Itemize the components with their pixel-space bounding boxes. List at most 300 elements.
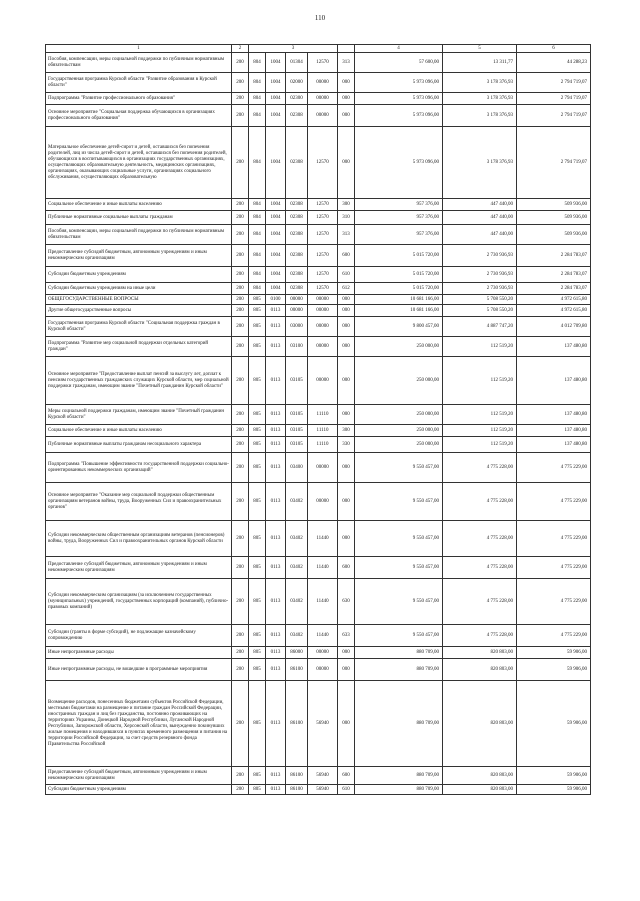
code-cell: 200	[232, 93, 249, 105]
amount-cell: 5 015 720,00	[355, 267, 443, 283]
code-cell: 02300	[286, 93, 308, 105]
amount-cell: 59 906,00	[517, 785, 591, 795]
row-name-cell: Государственная программа Курской области "Развитие образования в Курской области"	[46, 73, 232, 93]
code-cell: 03100	[286, 337, 308, 357]
code-cell: 56940	[308, 681, 338, 767]
code-cell: 200	[232, 337, 249, 357]
code-cell: 000	[338, 73, 355, 93]
code-cell: 1004	[266, 127, 286, 199]
amount-cell: 250 000,00	[355, 337, 443, 357]
table-row	[46, 53, 591, 73]
code-cell: 03105	[286, 405, 308, 425]
code-cell: 11440	[308, 557, 338, 579]
code-cell: 00000	[308, 357, 338, 405]
code-cell: 200	[232, 625, 249, 647]
code-cell: 805	[249, 681, 266, 767]
page-number: 110	[314, 14, 326, 22]
amount-cell: 5 015 720,00	[355, 245, 443, 267]
table-row	[46, 211, 591, 225]
row-name-cell: Государственная программа Курской области "Социальная поддержка граждан в Курской области"	[46, 317, 232, 337]
code-cell: 330	[338, 437, 355, 453]
row-name-cell: Публичные нормативные выплаты гражданам несоциального характера	[46, 437, 232, 453]
code-cell: 000	[338, 337, 355, 357]
code-cell: 02308	[286, 267, 308, 283]
table-row	[46, 283, 591, 295]
code-cell: 805	[249, 337, 266, 357]
amount-cell: 250 000,00	[355, 437, 443, 453]
code-cell: 000	[338, 357, 355, 405]
row-name-cell: Подпрограмма "Повышение эффективности государственной поддержки социально-ориентированных некоммерческих организаций"	[46, 453, 232, 483]
code-cell: 300	[338, 425, 355, 437]
code-cell: 000	[338, 483, 355, 521]
amount-cell: 957 376,00	[355, 211, 443, 225]
code-cell: 11440	[308, 521, 338, 557]
amount-cell: 4 775 229,00	[517, 521, 591, 557]
code-cell: 01304	[286, 53, 308, 73]
code-cell: 0113	[266, 425, 286, 437]
code-cell: 12570	[308, 245, 338, 267]
code-cell: 1004	[266, 267, 286, 283]
code-cell: 00000	[308, 337, 338, 357]
amount-cell: 3 178 376,93	[443, 93, 517, 105]
amount-cell: 10 681 166,00	[355, 305, 443, 317]
amount-cell: 9 550 457,00	[355, 483, 443, 521]
code-cell: 805	[249, 405, 266, 425]
code-cell: 1004	[266, 225, 286, 245]
amount-cell: 4 012 709,80	[517, 317, 591, 337]
amount-cell: 5 973 096,00	[355, 127, 443, 199]
code-cell: 0113	[266, 785, 286, 795]
amount-cell: 509 936,00	[517, 199, 591, 211]
amount-cell: 880 709,00	[355, 767, 443, 785]
amount-cell: 4 887 747,20	[443, 317, 517, 337]
code-cell: 1004	[266, 245, 286, 267]
amount-cell: 4 775 229,00	[517, 453, 591, 483]
amount-cell: 820 803,00	[443, 785, 517, 795]
code-cell: 804	[249, 53, 266, 73]
code-cell: 02308	[286, 199, 308, 211]
amount-cell: 3 178 376,93	[443, 127, 517, 199]
code-cell: 1004	[266, 73, 286, 93]
amount-cell: 4 972 615,80	[517, 295, 591, 305]
table-row	[46, 625, 591, 647]
amount-cell: 59 906,00	[517, 647, 591, 659]
code-cell: 000	[338, 105, 355, 127]
code-cell: 000	[338, 317, 355, 337]
amount-cell: 59 906,00	[517, 681, 591, 767]
code-cell: 0113	[266, 305, 286, 317]
code-cell: 03402	[286, 625, 308, 647]
code-cell: 804	[249, 73, 266, 93]
code-cell: 805	[249, 785, 266, 795]
amount-cell: 820 803,00	[443, 767, 517, 785]
code-cell: 02308	[286, 127, 308, 199]
amount-cell: 59 906,00	[517, 659, 591, 681]
amount-cell: 880 709,00	[355, 659, 443, 681]
code-cell: 03402	[286, 557, 308, 579]
table-row	[46, 579, 591, 625]
code-cell: 00000	[308, 305, 338, 317]
amount-cell: 4 775 228,00	[443, 557, 517, 579]
code-cell: 200	[232, 357, 249, 405]
code-cell: 200	[232, 437, 249, 453]
code-cell: 86100	[286, 767, 308, 785]
table-row	[46, 73, 591, 93]
code-cell: 200	[232, 73, 249, 93]
code-cell: 0113	[266, 767, 286, 785]
code-cell: 600	[338, 767, 355, 785]
row-name-cell: Иные непрограммные расходы, не вошедшие в программные мероприятия	[46, 659, 232, 681]
code-cell: 03402	[286, 579, 308, 625]
table-row	[46, 295, 591, 305]
code-cell: 1004	[266, 283, 286, 295]
code-cell: 200	[232, 767, 249, 785]
code-cell: 12570	[308, 199, 338, 211]
amount-cell: 9 550 457,00	[355, 453, 443, 483]
amount-cell: 880 709,00	[355, 681, 443, 767]
code-cell: 805	[249, 305, 266, 317]
code-cell: 200	[232, 453, 249, 483]
amount-cell: 4 775 229,00	[517, 579, 591, 625]
code-cell: 11110	[308, 437, 338, 453]
code-cell: 000	[338, 93, 355, 105]
amount-cell: 2 284 783,07	[517, 267, 591, 283]
code-cell: 00000	[286, 295, 308, 305]
row-name-cell: Субсидии некоммерческим общественным организациям ветеранов (пенсионеров) войны, труда, Вооруженных Сил и правоохранительных органов Курской области	[46, 521, 232, 557]
code-cell: 200	[232, 199, 249, 211]
code-cell: 600	[338, 557, 355, 579]
code-cell: 200	[232, 127, 249, 199]
code-cell: 000	[338, 405, 355, 425]
table-row	[46, 785, 591, 795]
amount-cell: 112 519,20	[443, 425, 517, 437]
code-cell: 200	[232, 53, 249, 73]
row-name-cell: Возмещение расходов, понесенных бюджетами субъектов Российской Федерации, местными бюджетами на размещение и питание граждан Российской Федерации, иностранных граждан и лиц без гражданства, постоянно проживающих на территориях Украины, Донецкой Народной Республики, Луганской Народной Республики, Запорожской области, Херсонской области, вынужденно покинувших жилые помещения и находившихся в пунктах временного размещения и питания на территории Российской Федерации, за счет средств резервного фонда Правительства Российской	[46, 681, 232, 767]
code-cell: 12570	[308, 127, 338, 199]
code-cell: 02000	[286, 73, 308, 93]
code-cell: 11440	[308, 579, 338, 625]
code-cell: 805	[249, 521, 266, 557]
amount-cell: 447 440,00	[443, 199, 517, 211]
row-name-cell: Основное мероприятие "Предоставление выплат пенсий за выслугу лет, доплат к пенсиям государственных гражданских служащих Курской области, мер социальной поддержки гражданам, имеющим звание "Почетный гражданин Курской области"	[46, 357, 232, 405]
code-cell: 300	[338, 199, 355, 211]
amount-cell: 10 681 166,00	[355, 295, 443, 305]
code-cell: 805	[249, 483, 266, 521]
table-row	[46, 647, 591, 659]
amount-cell: 112 519,20	[443, 337, 517, 357]
code-cell: 00000	[308, 647, 338, 659]
table-row	[46, 659, 591, 681]
amount-cell: 2 730 936,93	[443, 283, 517, 295]
row-name-cell: Подпрограмма "Развитие профессионального образования"	[46, 93, 232, 105]
table-row	[46, 557, 591, 579]
table-row	[46, 225, 591, 245]
code-cell: 00000	[308, 483, 338, 521]
table-row	[46, 305, 591, 317]
table-row	[46, 405, 591, 425]
code-cell: 000	[338, 681, 355, 767]
header-cell: 5	[443, 45, 517, 53]
code-cell: 0113	[266, 357, 286, 405]
amount-cell: 112 519,20	[443, 405, 517, 425]
row-name-cell: Другие общегосударственные вопросы	[46, 305, 232, 317]
table-row	[46, 199, 591, 211]
code-cell: 86100	[286, 659, 308, 681]
amount-cell: 13 311,77	[443, 53, 517, 73]
table-row	[46, 337, 591, 357]
code-cell: 000	[338, 647, 355, 659]
table-row	[46, 521, 591, 557]
code-cell: 0113	[266, 579, 286, 625]
amount-cell: 820 803,00	[443, 647, 517, 659]
code-cell: 12570	[308, 53, 338, 73]
header-cell: 6	[517, 45, 591, 53]
row-name-cell: Подпрограмма "Развитие мер социальной поддержки отдельных категорий граждан"	[46, 337, 232, 357]
table-row	[46, 681, 591, 767]
table-row	[46, 425, 591, 437]
row-name-cell: Пособия, компенсации, меры социальной поддержки по публичным нормативным обязательствам	[46, 225, 232, 245]
amount-cell: 880 709,00	[355, 647, 443, 659]
code-cell: 00000	[308, 73, 338, 93]
code-cell: 0113	[266, 681, 286, 767]
code-cell: 56940	[308, 767, 338, 785]
code-cell: 0113	[266, 647, 286, 659]
code-cell: 0113	[266, 625, 286, 647]
amount-cell: 2 794 719,07	[517, 73, 591, 93]
code-cell: 0113	[266, 317, 286, 337]
table-row	[46, 267, 591, 283]
row-name-cell: Предоставление субсидий бюджетным, автономным учреждениям и иным некоммерческим организациям	[46, 557, 232, 579]
code-cell: 0100	[266, 295, 286, 305]
amount-cell: 5 708 550,20	[443, 295, 517, 305]
code-cell: 03400	[286, 453, 308, 483]
code-cell: 200	[232, 647, 249, 659]
amount-cell: 137 480,80	[517, 437, 591, 453]
code-cell: 11440	[308, 625, 338, 647]
row-name-cell: Социальное обеспечение и иные выплаты населению	[46, 425, 232, 437]
row-name-cell: Основное мероприятие "Социальная поддержка обучающихся в организациях профессионального образования"	[46, 105, 232, 127]
code-cell: 02308	[286, 283, 308, 295]
code-cell: 200	[232, 211, 249, 225]
code-cell: 12570	[308, 267, 338, 283]
code-cell: 804	[249, 267, 266, 283]
table-row	[46, 127, 591, 199]
amount-cell: 2 794 719,07	[517, 93, 591, 105]
table-row	[46, 105, 591, 127]
row-name-cell: Субсидии (гранты в форме субсидий), не подлежащие казначейскому сопровождению	[46, 625, 232, 647]
code-cell: 11110	[308, 405, 338, 425]
code-cell: 000	[338, 659, 355, 681]
code-cell: 200	[232, 521, 249, 557]
code-cell: 86000	[286, 647, 308, 659]
amount-cell: 4 972 615,80	[517, 305, 591, 317]
amount-cell: 250 000,00	[355, 405, 443, 425]
code-cell: 200	[232, 267, 249, 283]
code-cell: 03402	[286, 483, 308, 521]
amount-cell: 250 000,00	[355, 357, 443, 405]
code-cell: 804	[249, 93, 266, 105]
code-cell: 804	[249, 105, 266, 127]
amount-cell: 820 803,00	[443, 659, 517, 681]
code-cell: 805	[249, 453, 266, 483]
code-cell: 00000	[308, 105, 338, 127]
amount-cell: 9 550 457,00	[355, 557, 443, 579]
code-cell: 200	[232, 659, 249, 681]
code-cell: 1004	[266, 105, 286, 127]
row-name-cell: Субсидии бюджетным учреждениям	[46, 267, 232, 283]
amount-cell: 957 376,00	[355, 199, 443, 211]
code-cell: 0113	[266, 337, 286, 357]
table-row	[46, 483, 591, 521]
row-name-cell: Иные непрограммные расходы	[46, 647, 232, 659]
code-cell: 000	[338, 521, 355, 557]
amount-cell: 9 550 457,00	[355, 579, 443, 625]
code-cell: 86100	[286, 785, 308, 795]
row-name-cell: Материальное обеспечение детей-сирот и детей, оставшихся без попечения родителей, лиц из числа детей-сирот и детей, оставшихся без попечения родителей, обучающихся в воспитывающихся в организациях государственных организациях, осуществляющих образовательную деятельность, медицинских организациях, организациях, оказывающих социальные услуги, организациях социального обслуживания, осуществляющих образовательную	[46, 127, 232, 199]
code-cell: 200	[232, 105, 249, 127]
amount-cell: 880 709,00	[355, 785, 443, 795]
code-cell: 1004	[266, 211, 286, 225]
row-name-cell: Предоставление субсидий бюджетным, автономным учреждениям и иным некоммерческим организациям	[46, 245, 232, 267]
code-cell: 313	[338, 225, 355, 245]
amount-cell: 509 936,00	[517, 211, 591, 225]
amount-cell: 509 936,00	[517, 225, 591, 245]
code-cell: 200	[232, 405, 249, 425]
amount-cell: 4 775 228,00	[443, 625, 517, 647]
code-cell: 805	[249, 767, 266, 785]
row-name-cell: Субсидии некоммерческим организациям (за исключением государственных (муниципальных) учреждений, государственных корпораций (компаний), публично-правовых компаний)	[46, 579, 232, 625]
code-cell: 0113	[266, 483, 286, 521]
code-cell: 200	[232, 681, 249, 767]
table-row	[46, 453, 591, 483]
code-cell: 0113	[266, 557, 286, 579]
amount-cell: 447 440,00	[443, 211, 517, 225]
code-cell: 03105	[286, 425, 308, 437]
code-cell: 804	[249, 127, 266, 199]
amount-cell: 9 550 457,00	[355, 521, 443, 557]
code-cell: 1004	[266, 93, 286, 105]
code-cell: 805	[249, 557, 266, 579]
amount-cell: 5 973 096,00	[355, 93, 443, 105]
code-cell: 200	[232, 785, 249, 795]
code-cell: 03105	[286, 357, 308, 405]
code-cell: 11110	[308, 425, 338, 437]
row-name-cell: Основное мероприятие "Оказание мер социальной поддержки общественным организациям ветеранов войны, труда, Вооруженных Сил и правоохранительных органов"	[46, 483, 232, 521]
code-cell: 03402	[286, 521, 308, 557]
amount-cell: 9 800 457,00	[355, 317, 443, 337]
code-cell: 804	[249, 211, 266, 225]
code-cell: 03105	[286, 437, 308, 453]
amount-cell: 137 480,80	[517, 357, 591, 405]
header-cell: 4	[355, 45, 443, 53]
code-cell: 03000	[286, 317, 308, 337]
amount-cell: 2 284 783,07	[517, 245, 591, 267]
amount-cell: 44 288,23	[517, 53, 591, 73]
code-cell: 00000	[308, 295, 338, 305]
code-cell: 804	[249, 199, 266, 211]
code-cell: 805	[249, 425, 266, 437]
header-cell: 1	[46, 45, 232, 53]
code-cell: 00000	[308, 317, 338, 337]
row-name-cell: Субсидии бюджетным учреждениям	[46, 785, 232, 795]
amount-cell: 820 803,00	[443, 681, 517, 767]
amount-cell: 5 973 096,00	[355, 73, 443, 93]
amount-cell: 447 440,00	[443, 225, 517, 245]
amount-cell: 2 730 936,93	[443, 245, 517, 267]
code-cell: 805	[249, 659, 266, 681]
table-row	[46, 93, 591, 105]
code-cell: 00000	[308, 453, 338, 483]
code-cell: 56940	[308, 785, 338, 795]
amount-cell: 57 600,00	[355, 53, 443, 73]
amount-cell: 137 480,80	[517, 425, 591, 437]
code-cell: 200	[232, 305, 249, 317]
amount-cell: 4 775 228,00	[443, 453, 517, 483]
header-cell	[338, 45, 355, 53]
code-cell: 1004	[266, 53, 286, 73]
row-name-cell: Публичные нормативные социальные выплаты гражданам	[46, 211, 232, 225]
code-cell: 630	[338, 579, 355, 625]
row-name-cell: Пособия, компенсации, меры социальной поддержки по публичным нормативным обязательствам	[46, 53, 232, 73]
code-cell: 02308	[286, 211, 308, 225]
code-cell: 000	[338, 127, 355, 199]
row-name-cell: Предоставление субсидий бюджетным, автономным учреждениям и иным некоммерческим организациям	[46, 767, 232, 785]
table-row	[46, 357, 591, 405]
code-cell: 86100	[286, 681, 308, 767]
row-name-cell: Субсидии бюджетным учреждениям на иные цели	[46, 283, 232, 295]
code-cell: 0113	[266, 437, 286, 453]
code-cell: 1004	[266, 199, 286, 211]
row-name-cell: ОБЩЕГОСУДАРСТВЕННЫЕ ВОПРОСЫ	[46, 295, 232, 305]
amount-cell: 4 775 229,00	[517, 483, 591, 521]
code-cell: 804	[249, 283, 266, 295]
code-cell: 633	[338, 625, 355, 647]
code-cell: 0113	[266, 521, 286, 557]
amount-cell: 5 973 096,00	[355, 105, 443, 127]
code-cell: 804	[249, 225, 266, 245]
code-cell: 200	[232, 425, 249, 437]
amount-cell: 4 775 228,00	[443, 521, 517, 557]
table-row	[46, 317, 591, 337]
code-cell: 200	[232, 557, 249, 579]
code-cell: 12570	[308, 211, 338, 225]
code-cell: 313	[338, 53, 355, 73]
code-cell: 000	[338, 453, 355, 483]
code-cell: 805	[249, 317, 266, 337]
amount-cell: 3 178 376,93	[443, 73, 517, 93]
amount-cell: 5 015 720,00	[355, 283, 443, 295]
amount-cell: 4 775 229,00	[517, 625, 591, 647]
amount-cell: 137 480,80	[517, 405, 591, 425]
amount-cell: 2 730 936,93	[443, 267, 517, 283]
header-cell: 2	[232, 45, 249, 53]
amount-cell: 2 794 719,07	[517, 127, 591, 199]
amount-cell: 59 906,00	[517, 767, 591, 785]
code-cell: 805	[249, 647, 266, 659]
amount-cell: 4 775 228,00	[443, 579, 517, 625]
code-cell: 200	[232, 483, 249, 521]
code-cell: 0113	[266, 659, 286, 681]
amount-cell: 250 000,00	[355, 425, 443, 437]
table-row	[46, 437, 591, 453]
code-cell: 610	[338, 267, 355, 283]
code-cell: 12570	[308, 283, 338, 295]
code-cell: 612	[338, 283, 355, 295]
row-name-cell: Социальное обеспечение и иные выплаты населению	[46, 199, 232, 211]
row-name-cell: Меры социальной поддержки гражданам, имеющим звание "Почетный гражданин Курской области"	[46, 405, 232, 425]
amount-cell: 2 794 719,07	[517, 105, 591, 127]
amount-cell: 112 519,20	[443, 357, 517, 405]
